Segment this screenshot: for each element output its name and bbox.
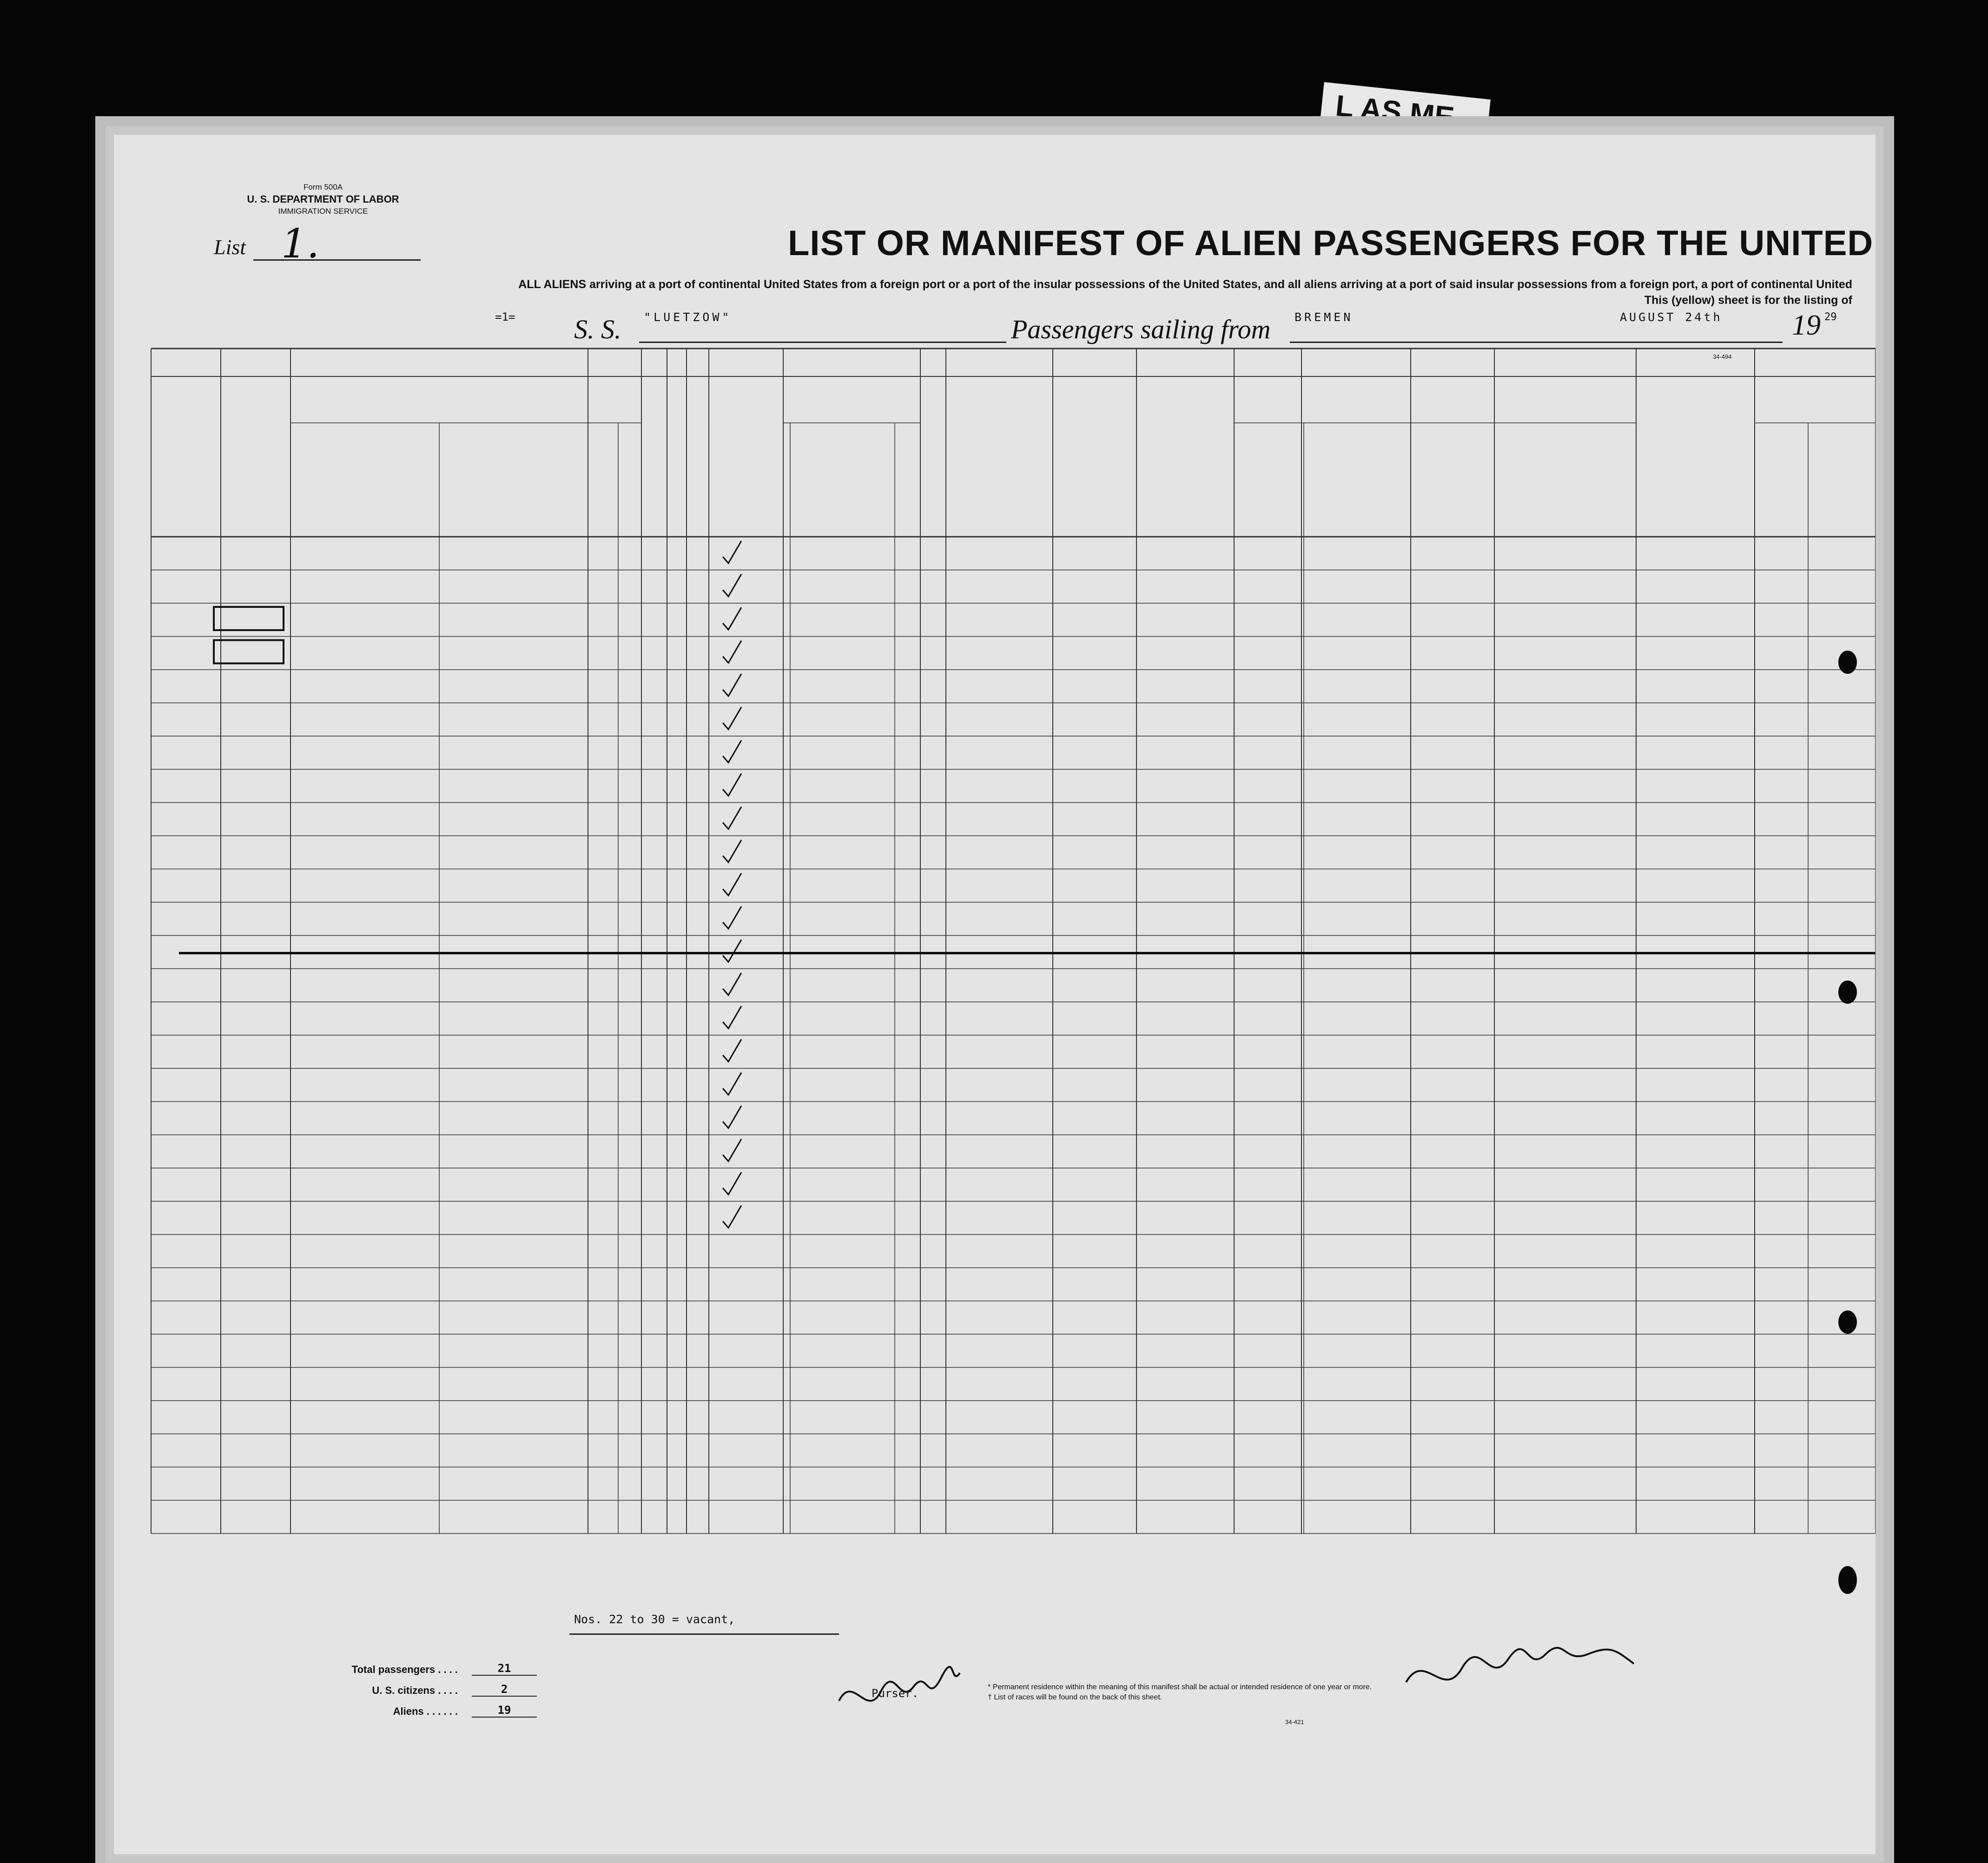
total-label: Aliens . . . . . .: [393, 1705, 458, 1717]
check-mark: [723, 641, 741, 663]
footnote-residence: * Permanent residence within the meaning of this manifest shall be actual or intended residence of one year or more.: [988, 1683, 1372, 1691]
total-row: [318, 1704, 511, 1726]
us-citizen-stamp: [214, 607, 284, 630]
sailing-date: AUGUST 24th: [1620, 310, 1723, 324]
tab-text: L AS ME: [1334, 88, 1456, 135]
department-name: U. S. DEPARTMENT OF LABOR: [247, 193, 399, 205]
totals-block: [318, 1662, 511, 1726]
check-mark: [723, 774, 741, 796]
service-name: IMMIGRATION SERVICE: [278, 207, 368, 216]
check-mark: [723, 807, 741, 829]
punch-hole: [1838, 1310, 1857, 1334]
total-value: 19: [472, 1704, 537, 1718]
total-value: 21: [472, 1662, 537, 1676]
vacant-underline: [569, 1633, 839, 1635]
instructions-line-1: ALL ALIENS arriving at a port of continental United States from a foreign port or a port of the insular possessions of the United States, and all aliens arriving at a port of said insular possessions from a foreign port, a port of continental United: [518, 278, 1852, 291]
check-mark: [723, 907, 741, 929]
ship-label: S. S.: [574, 314, 621, 344]
check-mark: [723, 1205, 741, 1228]
total-row: [318, 1683, 508, 1705]
check-mark: [723, 707, 741, 730]
total-row: [318, 1662, 511, 1685]
form-code-top: 34-494: [1713, 353, 1732, 360]
footnotes: [988, 1682, 1545, 1703]
instructions-line-2: This (yellow) sheet is for the listing of: [1644, 294, 1852, 307]
sheet-number: =1=: [495, 310, 515, 323]
check-mark: [723, 607, 741, 630]
manifest-table: [114, 135, 1876, 1854]
form-code-bottom: 34-421: [1285, 1718, 1304, 1725]
year-suffix: 29: [1824, 311, 1837, 323]
form-number: Form 500A: [303, 183, 343, 191]
departure-port: BREMEN: [1295, 310, 1354, 324]
manifest-title: LIST OR MANIFEST OF ALIEN PASSENGERS FOR THE UNITED: [788, 224, 1874, 263]
punch-hole: [1838, 1566, 1857, 1594]
check-mark: [723, 1172, 741, 1195]
officer-signature: [1406, 1648, 1634, 1682]
manifest-sheet: [114, 135, 1876, 1854]
check-mark: [723, 740, 741, 763]
year-prefix: 19: [1792, 309, 1821, 341]
check-mark: [723, 674, 741, 696]
sailing-label: Passengers sailing from: [1011, 314, 1271, 344]
us-citizen-stamp: [214, 640, 284, 664]
check-mark: [723, 1040, 741, 1062]
check-mark: [723, 1073, 741, 1095]
punch-hole: [1838, 651, 1857, 674]
total-label: Total passengers . . . .: [351, 1664, 458, 1675]
check-mark: [723, 940, 741, 962]
purser-label: Purser.: [872, 1687, 919, 1700]
check-mark: [723, 574, 741, 597]
list-label: List: [214, 235, 246, 259]
check-mark: [723, 541, 741, 563]
footnote-races: † List of races will be found on the back of this sheet.: [988, 1693, 1162, 1701]
total-value: 2: [472, 1683, 537, 1697]
ship-name: "LUETZOW": [644, 310, 732, 324]
total-label: U. S. citizens . . . .: [372, 1685, 458, 1696]
vacant-note: Nos. 22 to 30 = vacant,: [574, 1613, 735, 1626]
list-number: 1.: [281, 221, 320, 267]
check-mark: [723, 1139, 741, 1161]
check-mark: [723, 873, 741, 895]
check-mark: [723, 973, 741, 995]
punch-hole: [1838, 981, 1857, 1004]
check-mark: [723, 1106, 741, 1128]
check-mark: [723, 1006, 741, 1028]
check-mark: [723, 840, 741, 862]
